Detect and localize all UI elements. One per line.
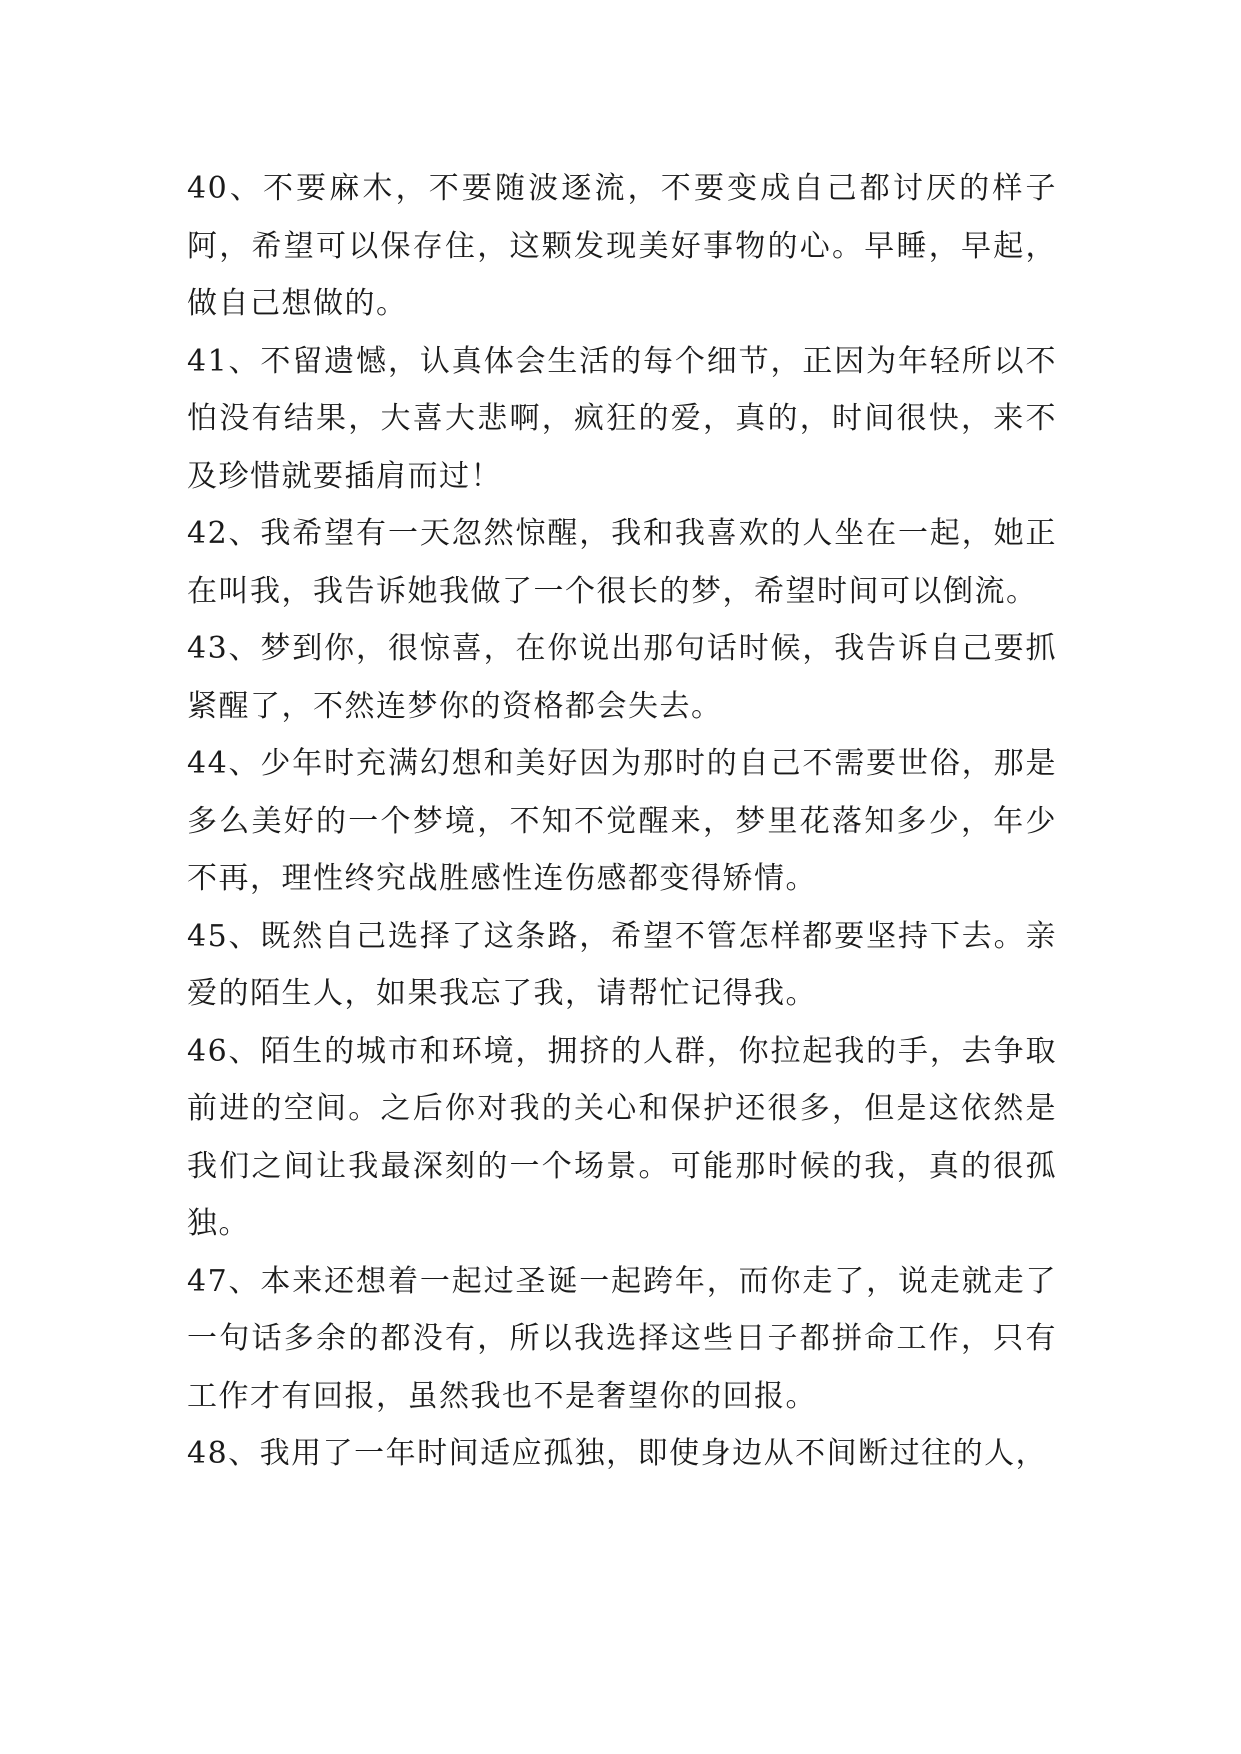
paragraph-43: 43、梦到你，很惊喜，在你说出那句话时候，我告诉自己要抓紧醒了，不然连梦你的资格都会失去。: [187, 631, 1057, 724]
paragraph-44: 44、少年时充满幻想和美好因为那时的自己不需要世俗，那是多么美好的一个梦境，不知不觉醒来，梦里花落知多少，年少不再，理性终究战胜感性连伤感都变得矫情。: [187, 746, 1057, 896]
paragraph-41: 41、不留遗憾，认真体会生活的每个细节，正因为年轻所以不怕没有结果，大喜大悲啊，疯狂的爱，真的，时间很快，来不及珍惜就要插肩而过！: [187, 343, 1057, 494]
paragraph-47: 47、本来还想着一起过圣诞一起跨年，而你走了，说走就走了 一句话多余的都没有，所以我选择这些日子都拼命工作，只有工作才有回报，虽然我也不是奢望你的回报。: [187, 1263, 1057, 1414]
paragraph-48: 48、我用了一年时间适应孤独，即使身边从不间断过往的人，: [187, 1436, 1048, 1471]
paragraph-45: 45、既然自己选择了这条路，希望不管怎样都要坚持下去。亲爱的陌生人，如果我忘了我，请帮忙记得我。: [187, 918, 1057, 1011]
paragraph-40: 40、不要麻木，不要随波逐流，不要变成自己都讨厌的样子阿，希望可以保存住，这颗发现美好事物的心。早睡，早起，做自己想做的。: [187, 171, 1057, 321]
paragraph-42: 42、我希望有一天忽然惊醒，我和我喜欢的人坐在一起，她正在叫我，我告诉她我做了一个很长的梦，希望时间可以倒流。: [187, 516, 1057, 609]
document-body: [187, 160, 1057, 1483]
paragraph-46: 46、陌生的城市和环境，拥挤的人群，你拉起我的手，去争取前进的空间。之后你对我的关心和保护还很多，但是这依然是我们之间让我最深刻的一个场景。可能那时候的我，真的很孤独。: [187, 1033, 1057, 1241]
